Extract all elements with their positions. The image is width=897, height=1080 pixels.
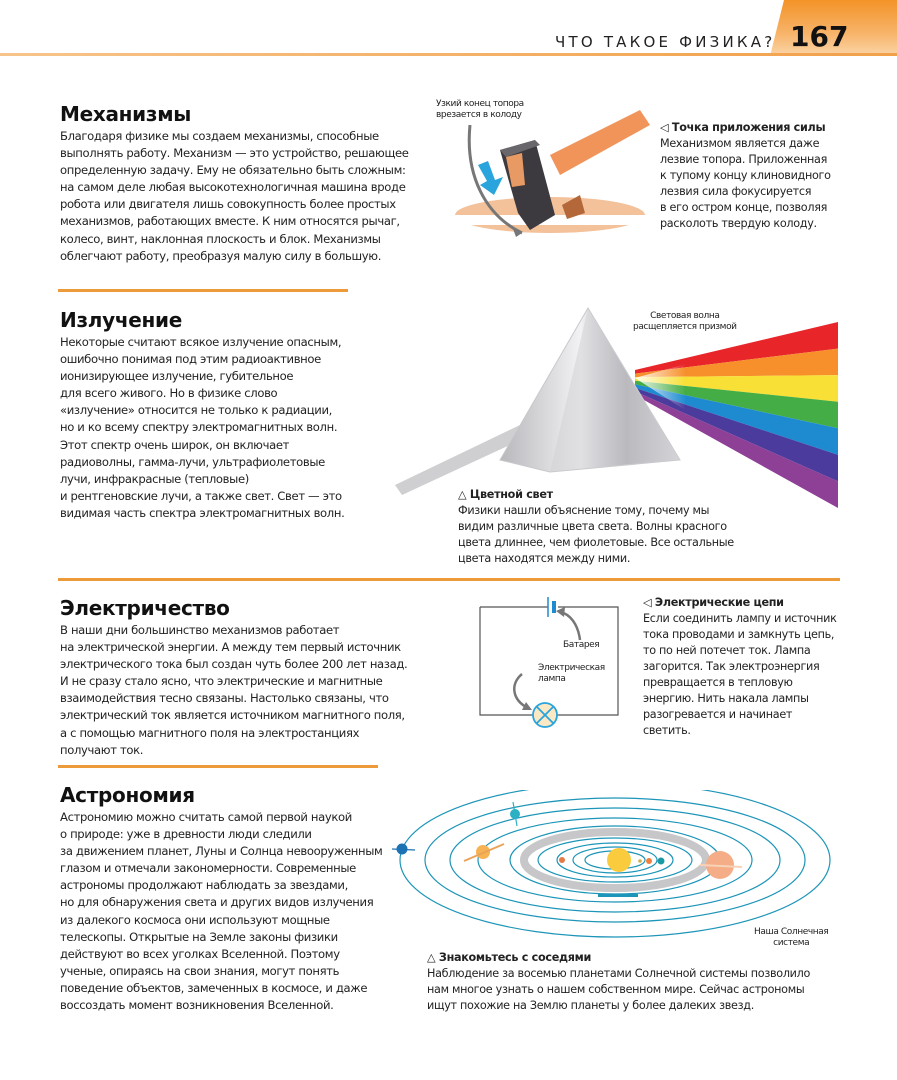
body-line: видимая часть спектра электромагнитных волн. [60, 505, 345, 520]
battery-label: Батарея [563, 640, 600, 650]
caption-line: лезвия сила фокусируется [660, 185, 812, 198]
label-line: Электрическая [538, 663, 605, 673]
caption-line: цвета находятся между ними. [458, 552, 631, 565]
body-line: В наши дни большинство механизмов работает [60, 623, 340, 637]
body-line: получают ток. [60, 742, 144, 757]
section-divider [58, 289, 348, 292]
solar-figure-label [754, 927, 828, 949]
caption-line: цвета длиннее, чем фиолетовые. Все остальные [458, 536, 734, 549]
body-line: И не сразу стало ясно, что электрические и магнитные [60, 674, 383, 689]
caption-electricity [643, 595, 837, 739]
caption-line: ищут похожие на Землю планеты у более далеких звезд. [427, 999, 754, 1012]
section-body-electricity [60, 622, 407, 759]
section-title-radiation: Излучение [60, 308, 183, 332]
pointer-up-icon: △ [427, 951, 436, 964]
axe-handle [550, 110, 650, 175]
body-line: облегчают работу, преобразуя малую силу в большую. [60, 248, 382, 263]
lamp-label [538, 663, 605, 685]
body-line: определенную задачу. Ему не обязательно быть сложным: [60, 163, 406, 178]
running-title: ЧТО ТАКОЕ ФИЗИКА? [555, 33, 776, 51]
caption-line: в его остром конце, позволяя [660, 201, 828, 214]
body-line: механизмов, работающих вместе. К ним относятся рычаг, [60, 214, 400, 229]
caption-line: то по ней потечет ток. Лампа [643, 644, 811, 657]
caption-title [427, 950, 810, 966]
body-line: лучи, инфракрасные (тепловые) [60, 471, 249, 486]
label-line: Световая волна [650, 311, 720, 321]
planet-mercury [638, 859, 642, 863]
caption-line: разогревается и начинает [643, 708, 793, 721]
section-title-mechanisms: Механизмы [60, 102, 192, 126]
body-line: радиоволны, гамма-лучи, ультрафиолетовые [60, 454, 325, 469]
section-title-astronomy: Астрономия [60, 783, 195, 807]
label-line: Наша Солнечная [754, 927, 829, 937]
planet-earth [658, 858, 665, 865]
body-line: Астрономию можно считать самой первой наукой [60, 810, 352, 824]
caption-mechanisms [660, 120, 831, 232]
caption-line: нам многое узнать о нашем собственном мире. Сейчас астрономы [427, 983, 805, 996]
body-line: электрического тока был создан чуть более 200 лет назад. [60, 657, 408, 672]
body-line: «излучение» относится не только к радиации, [60, 403, 332, 418]
pointer-left-icon: ◁ [643, 596, 652, 609]
body-line: за движением планет, Луны и Солнца невооруженным [60, 844, 383, 859]
label-line: лампа [538, 674, 566, 684]
label-line: расщепляется призмой [633, 322, 737, 332]
body-line: но для обнаружения света и других видов излучения [60, 895, 374, 910]
body-line: взаимодействия тесно связаны. Настолько связаны, что [60, 691, 389, 706]
section-body-radiation [60, 334, 344, 522]
prism-figure-label [633, 311, 737, 333]
sun [607, 848, 631, 872]
solar-system-illustration [390, 790, 850, 940]
caption-line: энергию. Нить накала лампы [643, 692, 809, 705]
body-line: электрический ток является источником магнитного поля, [60, 708, 405, 723]
body-line: ошибочно понимая под этим радиоактивное [60, 352, 321, 367]
caption-line: тока проводами и замкнуть цепь, [643, 628, 835, 641]
body-line: на электрической энергии. А между тем первый источник [60, 640, 401, 655]
circuit-wire [480, 607, 618, 715]
body-line: Этот спектр очень широк, он включает [60, 437, 290, 452]
body-line: на самом деле любая высокотехнологичная машина вроде [60, 180, 406, 195]
caption-line: видим различные цвета света. Волны красного [458, 520, 727, 533]
pointer-left-icon: ◁ [660, 121, 669, 134]
body-line: робота или двигателя лишь совокупность более простых [60, 197, 396, 212]
body-line: о природе: уже в древности люди следили [60, 827, 312, 842]
caption-title [458, 487, 734, 503]
caption-line: превращается в тепловую [643, 676, 793, 689]
force-arrow-icon [478, 161, 503, 195]
axe-figure-label [436, 99, 524, 121]
caption-line: к тупому концу клиновидного [660, 169, 831, 182]
body-line: ученые, опираясь на свои знания, могут понять [60, 963, 340, 978]
section-divider [58, 765, 378, 768]
body-line: из далекого космоса они используют мощные [60, 912, 330, 927]
body-line: колесо, винт, наклонная плоскость и блок. Механизмы [60, 231, 381, 246]
caption-title-text: Электрические цепи [654, 596, 784, 609]
caption-line: Физики нашли объяснение тому, почему мы [458, 504, 710, 517]
section-body-mechanisms [60, 128, 409, 265]
caption-line: Если соединить лампу и источник [643, 612, 837, 625]
label-line: система [773, 938, 810, 948]
caption-title [643, 595, 837, 611]
body-line: Благодаря физике мы создаем механизмы, способные [60, 129, 379, 143]
caption-title [660, 120, 831, 136]
body-line: но и ко всему спектру электромагнитных волн. [60, 420, 338, 435]
caption-line: светить. [643, 724, 691, 737]
body-line: выполнять работу. Механизм — это устройство, решающее [60, 146, 409, 161]
body-line: телескопы. Открытые на Земле законы физики [60, 929, 338, 944]
body-line: действуют во всех уголках Вселенной. Поэтому [60, 946, 340, 961]
header-rule [0, 53, 897, 56]
body-line: для всего живого. Но в физике слово [60, 386, 278, 401]
caption-line: расколоть твердую колоду. [660, 217, 817, 230]
caption-line: Механизмом является даже [660, 137, 820, 150]
section-body-astronomy [60, 809, 382, 1014]
caption-title-text: Знакомьтесь с соседями [438, 951, 591, 964]
body-line: и рентгеновские лучи, а также свет. Свет — это [60, 488, 342, 503]
caption-line: лезвие топора. Приложенная [660, 153, 828, 166]
label-line: врезается в колоду [436, 110, 522, 120]
body-line: глазом и отмечали закономерности. Современные [60, 861, 356, 876]
page-number: 167 [790, 20, 849, 53]
body-line: а с помощью магнитного поля на электростанциях [60, 725, 360, 740]
section-title-electricity: Электричество [60, 596, 230, 620]
body-line: Некоторые считают всякое излучение опасным, [60, 335, 342, 349]
caption-line: Наблюдение за восемью планетами Солнечной системы позволило [427, 967, 811, 980]
body-line: поведение объектов, замеченных в космосе, и даже [60, 980, 368, 995]
pointer-up-icon: △ [458, 488, 467, 501]
body-line: астрономы продолжают наблюдать за звездами, [60, 878, 348, 893]
circuit-diagram [470, 592, 620, 732]
caption-astronomy [427, 950, 810, 1014]
body-line: воссоздать момент возникновения Вселенной. [60, 998, 334, 1013]
planet-venus [646, 858, 652, 864]
section-divider [58, 578, 840, 581]
planet-mars [559, 857, 565, 863]
caption-title-text: Цветной свет [469, 488, 553, 501]
caption-radiation [458, 487, 734, 567]
label-line: Узкий конец топора [436, 99, 524, 109]
caption-title-text: Точка приложения силы [671, 121, 826, 134]
body-line: ионизирующее излучение, губительное [60, 369, 294, 384]
caption-line: загорится. Так электроэнергия [643, 660, 820, 673]
